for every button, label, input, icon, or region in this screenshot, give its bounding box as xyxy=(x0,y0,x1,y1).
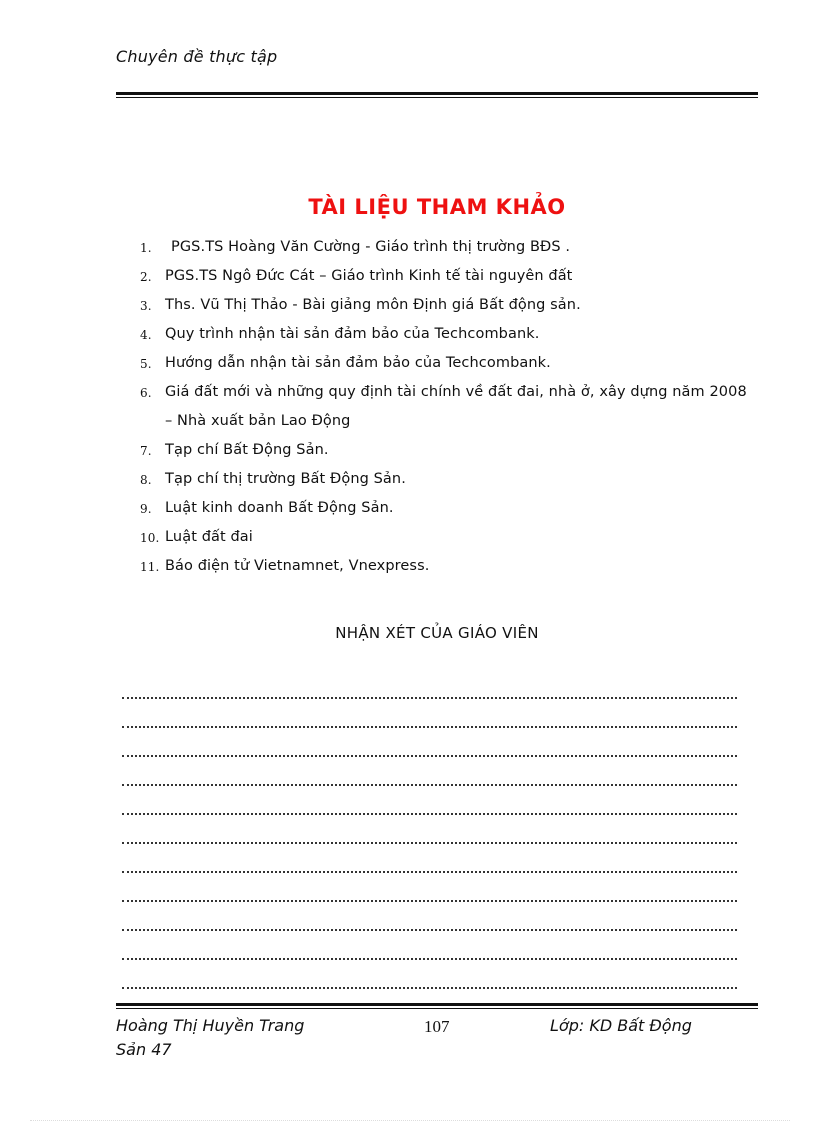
header-divider xyxy=(116,92,758,98)
list-item-text: Báo điện tử Vietnamnet, Vnexpress. xyxy=(165,558,430,574)
comment-dotted-line xyxy=(122,900,737,902)
comment-dotted-line xyxy=(122,813,737,815)
list-item xyxy=(140,320,750,349)
list-item xyxy=(140,233,750,262)
list-item-text: Tạp chí Bất Động Sản. xyxy=(165,442,329,458)
list-item-number: 6. xyxy=(140,386,152,400)
teacher-comments-title: NHẬN XÉT CỦA GIÁO VIÊN xyxy=(335,624,539,642)
list-item-text: Luật kinh doanh Bất Động Sản. xyxy=(165,500,394,516)
comment-dotted-line xyxy=(122,697,737,699)
comment-dotted-line xyxy=(122,784,737,786)
list-item xyxy=(140,552,750,581)
list-item-number: 8. xyxy=(140,473,152,487)
list-item-number: 7. xyxy=(140,444,152,458)
footer-class: Lớp: KD Bất Động xyxy=(550,1016,692,1035)
page-number: 107 xyxy=(424,1017,450,1036)
list-item-number: 11. xyxy=(140,560,160,574)
list-item xyxy=(140,378,750,436)
list-item xyxy=(140,494,750,523)
list-item xyxy=(140,349,750,378)
list-item-text: Hướng dẫn nhận tài sản đảm bảo của Techcombank. xyxy=(165,355,551,371)
comment-dotted-line xyxy=(122,987,737,989)
list-item xyxy=(140,291,750,320)
list-item xyxy=(140,465,750,494)
references-title: TÀI LIỆU THAM KHẢO xyxy=(308,195,566,219)
list-item-text: PGS.TS Ngô Đức Cát – Giáo trình Kinh tế tài nguyên đất xyxy=(165,268,573,284)
page-edge xyxy=(30,1120,790,1121)
footer-class-continued: Sản 47 xyxy=(116,1040,172,1059)
list-item-number: 9. xyxy=(140,502,152,516)
list-item-number: 5. xyxy=(140,357,152,371)
list-item-number: 2. xyxy=(140,270,152,284)
list-item-number: 3. xyxy=(140,299,152,313)
list-item-text: PGS.TS Hoàng Văn Cường - Giáo trình thị trường BĐS . xyxy=(171,239,571,255)
comment-dotted-line xyxy=(122,929,737,931)
list-item-text: Tạp chí thị trường Bất Động Sản. xyxy=(165,471,406,487)
list-item xyxy=(140,262,750,291)
comment-dotted-line xyxy=(122,755,737,757)
comment-dotted-line xyxy=(122,871,737,873)
list-item-number: 1. xyxy=(140,241,152,255)
footer-divider xyxy=(116,1003,758,1009)
comment-dotted-line xyxy=(122,842,737,844)
list-item xyxy=(140,436,750,465)
list-item-number: 4. xyxy=(140,328,152,342)
running-header-title: Chuyên đề thực tập xyxy=(116,47,278,66)
list-item-number: 10. xyxy=(140,531,160,545)
list-item xyxy=(140,523,750,552)
references-list xyxy=(140,233,750,581)
comment-dotted-line xyxy=(122,726,737,728)
list-item-text: Luật đất đai xyxy=(165,529,253,545)
comment-dotted-line xyxy=(122,958,737,960)
list-item-text: Quy trình nhận tài sản đảm bảo của Techcombank. xyxy=(165,326,540,342)
footer-author: Hoàng Thị Huyền Trang xyxy=(116,1016,305,1035)
list-item-text: Giá đất mới và những quy định tài chính về đất đai, nhà ở, xây dựng năm 2008 – Nhà xuất bản Lao Động xyxy=(165,384,747,429)
list-item-text: Ths. Vũ Thị Thảo - Bài giảng môn Định giá Bất động sản. xyxy=(165,297,581,313)
